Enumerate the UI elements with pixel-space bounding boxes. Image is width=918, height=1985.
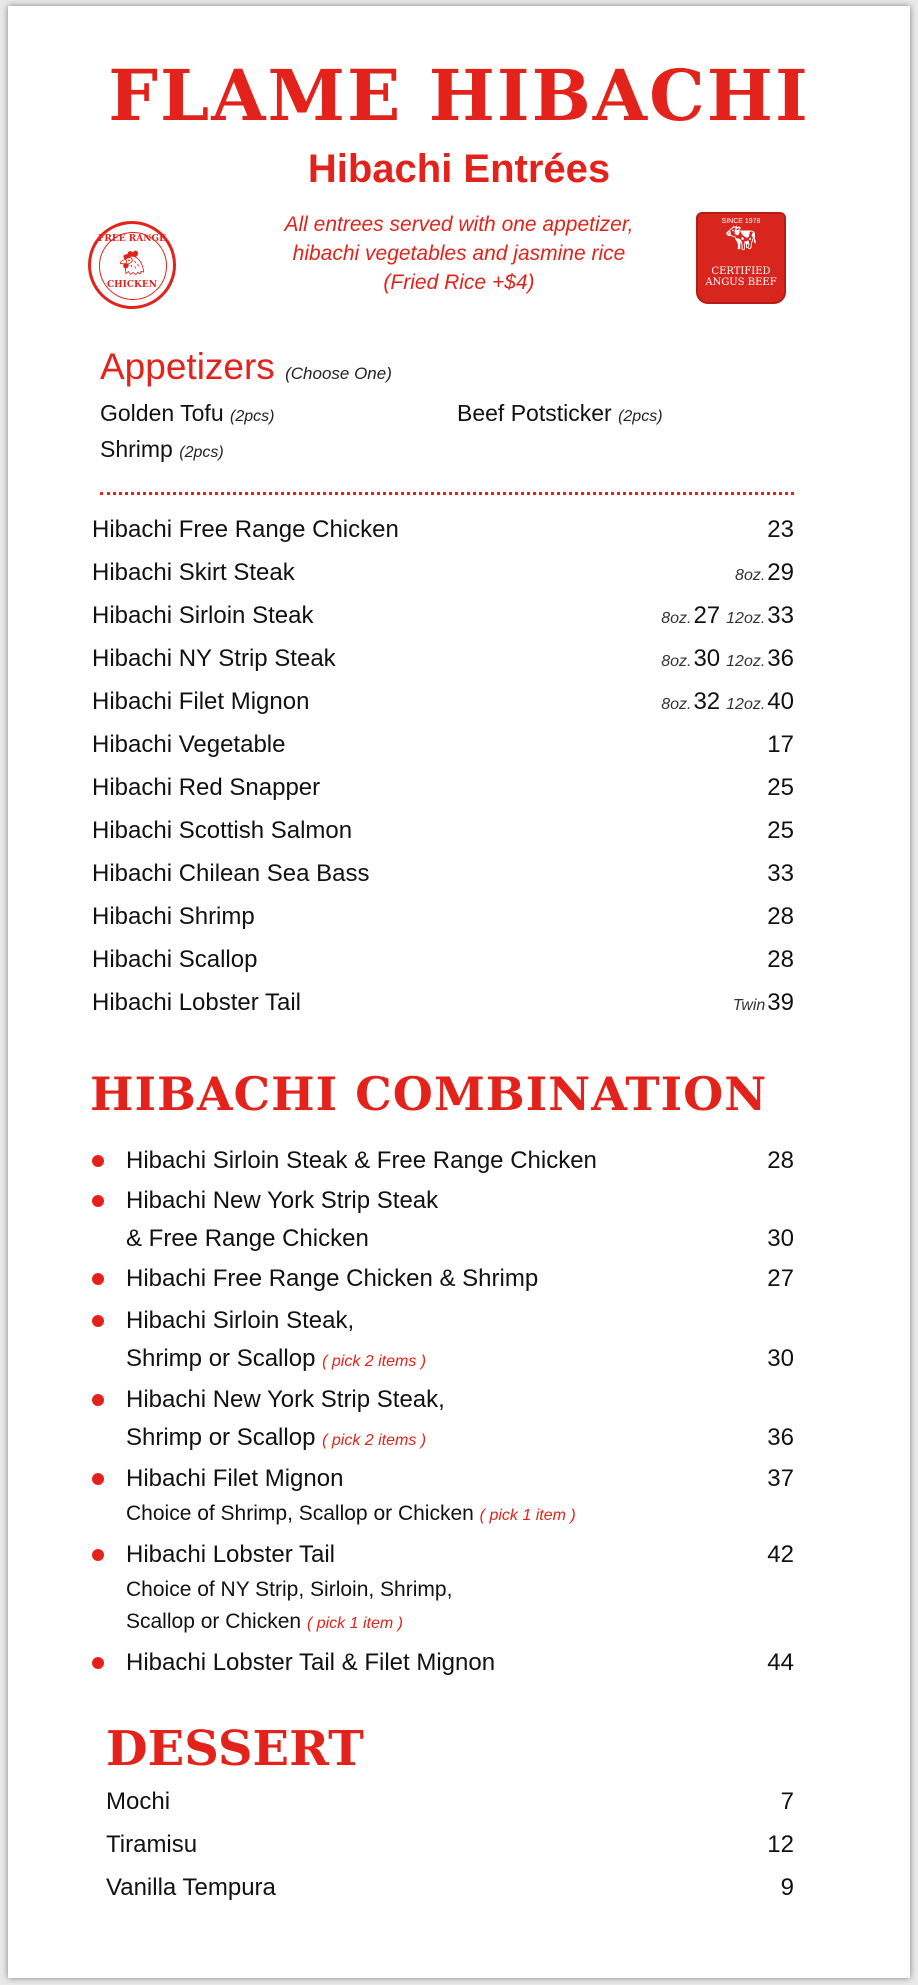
dessert-name: Tiramisu <box>106 1831 198 1858</box>
pick-note: ( pick 2 items ) <box>322 1353 427 1370</box>
combo-line: Choice of NY Strip, Sirloin, Shrimp, <box>126 1578 453 1601</box>
entree-row <box>92 985 794 1021</box>
combo-item <box>92 1460 794 1532</box>
section-subtitle: Hibachi Entrées <box>307 147 611 191</box>
combo-price: 44 <box>767 1649 794 1676</box>
entree-name: Hibachi Red Snapper <box>92 774 321 801</box>
badge-certified-text: CERTIFIED <box>711 266 771 277</box>
dessert-row <box>106 1870 794 1906</box>
certified-angus-beef-badge <box>696 212 786 304</box>
combo-line: Scallop or Chicken <box>126 1610 302 1633</box>
entree-row <box>92 512 794 548</box>
entree-row <box>92 813 794 849</box>
entree-name: Hibachi Sirloin Steak <box>92 602 314 629</box>
entree-price: 28 <box>767 946 794 973</box>
dessert-price: 9 <box>780 1874 794 1901</box>
entree-name: Hibachi Scallop <box>92 946 258 973</box>
combo-price: 27 <box>767 1265 794 1292</box>
combo-price: 30 <box>767 1345 794 1372</box>
badge-since-text: SINCE 1978 <box>721 218 761 225</box>
entree-name: Hibachi Vegetable <box>92 731 286 758</box>
entree-price: 25 <box>767 817 794 844</box>
dessert-name: Vanilla Tempura <box>106 1874 276 1901</box>
pick-note: ( pick 2 items ) <box>322 1432 427 1449</box>
bullet-dot <box>92 1315 104 1327</box>
entree-row <box>92 555 794 591</box>
note-line-2: hibachi vegetables and jasmine rice <box>292 242 626 265</box>
note-line-3: (Fried Rice +$4) <box>383 271 535 294</box>
entree-row <box>92 684 794 720</box>
combo-item <box>92 1302 794 1378</box>
entree-note <box>188 210 730 297</box>
badge-left-top-text: FREE RANGE <box>98 234 166 244</box>
entree-row <box>92 598 794 634</box>
appetizer-item <box>457 398 663 432</box>
combo-item <box>92 1536 794 1640</box>
menu-page <box>8 6 910 1978</box>
combo-line: & Free Range Chicken <box>126 1225 369 1252</box>
dessert-price: 12 <box>767 1831 794 1858</box>
entree-name: Hibachi Chilean Sea Bass <box>92 860 370 887</box>
appetizers-heading <box>100 346 392 395</box>
entree-price: Twin39 <box>732 989 794 1016</box>
entree-row <box>92 899 794 935</box>
combo-item <box>92 1142 794 1180</box>
combo-line: Hibachi Free Range Chicken & Shrimp <box>126 1265 539 1292</box>
bullet-dot <box>92 1549 104 1561</box>
free-range-chicken-badge <box>88 221 176 309</box>
combo-item <box>92 1182 794 1258</box>
bullet-dot <box>92 1657 104 1669</box>
badge-angus-text: ANGUS BEEF <box>705 277 777 288</box>
combo-price: 30 <box>767 1225 794 1252</box>
appetizer-item <box>100 398 274 432</box>
combo-line: Hibachi Sirloin Steak & Free Range Chicken <box>126 1147 597 1174</box>
entree-name: Hibachi Lobster Tail <box>92 989 302 1016</box>
cow-icon: 🐄︎ <box>725 225 757 252</box>
dessert-row <box>106 1784 794 1820</box>
combo-item <box>92 1644 794 1682</box>
combo-price: 42 <box>767 1541 794 1568</box>
badge-left-bottom-text: CHICKEN <box>107 280 157 290</box>
appetizer-qty: (2pcs) <box>230 408 275 425</box>
bullet-dot <box>92 1155 104 1167</box>
section-divider <box>100 492 794 495</box>
combo-price: 37 <box>767 1465 794 1492</box>
entree-row <box>92 942 794 978</box>
pick-note: ( pick 1 item ) <box>306 1615 403 1632</box>
entree-price: 8oz.30 12oz.36 <box>661 645 794 672</box>
combo-line: Hibachi New York Strip Steak <box>126 1187 439 1214</box>
entree-row <box>92 856 794 892</box>
entree-price: 8oz.27 12oz.33 <box>661 602 794 629</box>
entree-name: Hibachi NY Strip Steak <box>92 645 336 672</box>
entree-price: 8oz.32 12oz.40 <box>661 688 794 715</box>
combo-line: Hibachi New York Strip Steak, <box>126 1386 445 1413</box>
entree-price: 33 <box>767 860 794 887</box>
entree-row <box>92 727 794 763</box>
chicken-icon: 🐔︎ <box>116 250 148 277</box>
appetizer-name: Shrimp <box>100 436 173 462</box>
bullet-dot <box>92 1195 104 1207</box>
dessert-heading: DESSERT <box>106 1721 364 1777</box>
dessert-row <box>106 1827 794 1863</box>
dessert-price: 7 <box>780 1788 794 1815</box>
appetizers-title: Appetizers <box>100 346 275 387</box>
combo-price: 36 <box>767 1424 794 1451</box>
combination-heading: HIBACHI COMBINATION <box>90 1067 768 1121</box>
entree-name: Hibachi Free Range Chicken <box>92 516 399 543</box>
entree-price: 23 <box>767 516 794 543</box>
combo-line: Shrimp or Scallop <box>126 1424 316 1451</box>
combo-line: Hibachi Sirloin Steak, <box>126 1307 355 1334</box>
appetizer-item <box>100 434 224 468</box>
appetizers-choose: (Choose One) <box>285 364 392 383</box>
entree-name: Hibachi Filet Mignon <box>92 688 310 715</box>
combo-line: Hibachi Lobster Tail <box>126 1541 336 1568</box>
bullet-dot <box>92 1394 104 1406</box>
entree-price: 8oz.29 <box>735 559 794 586</box>
appetizer-name: Golden Tofu <box>100 400 224 426</box>
restaurant-title: FLAME HIBACHI <box>108 54 810 137</box>
combo-line: Choice of Shrimp, Scallop or Chicken <box>126 1502 474 1525</box>
combo-line: Hibachi Filet Mignon <box>126 1465 344 1492</box>
dessert-name: Mochi <box>106 1788 171 1815</box>
entree-price: 25 <box>767 774 794 801</box>
entree-price: 17 <box>767 731 794 758</box>
bullet-dot <box>92 1473 104 1485</box>
combo-line: Shrimp or Scallop <box>126 1345 316 1372</box>
appetizer-name: Beef Potsticker <box>457 400 612 426</box>
bullet-dot <box>92 1273 104 1285</box>
combo-item <box>92 1381 794 1457</box>
entree-row <box>92 770 794 806</box>
entree-name: Hibachi Skirt Steak <box>92 559 295 586</box>
appetizer-qty: (2pcs) <box>618 408 663 425</box>
entree-price: 28 <box>767 903 794 930</box>
note-line-1: All entrees served with one appetizer, <box>284 213 634 236</box>
combo-item <box>92 1260 794 1298</box>
combo-price: 28 <box>767 1147 794 1174</box>
entree-name: Hibachi Scottish Salmon <box>92 817 353 844</box>
entree-row <box>92 641 794 677</box>
combo-line: Hibachi Lobster Tail & Filet Mignon <box>126 1649 496 1676</box>
entree-name: Hibachi Shrimp <box>92 903 255 930</box>
pick-note: ( pick 1 item ) <box>479 1507 576 1524</box>
appetizer-qty: (2pcs) <box>179 444 224 461</box>
